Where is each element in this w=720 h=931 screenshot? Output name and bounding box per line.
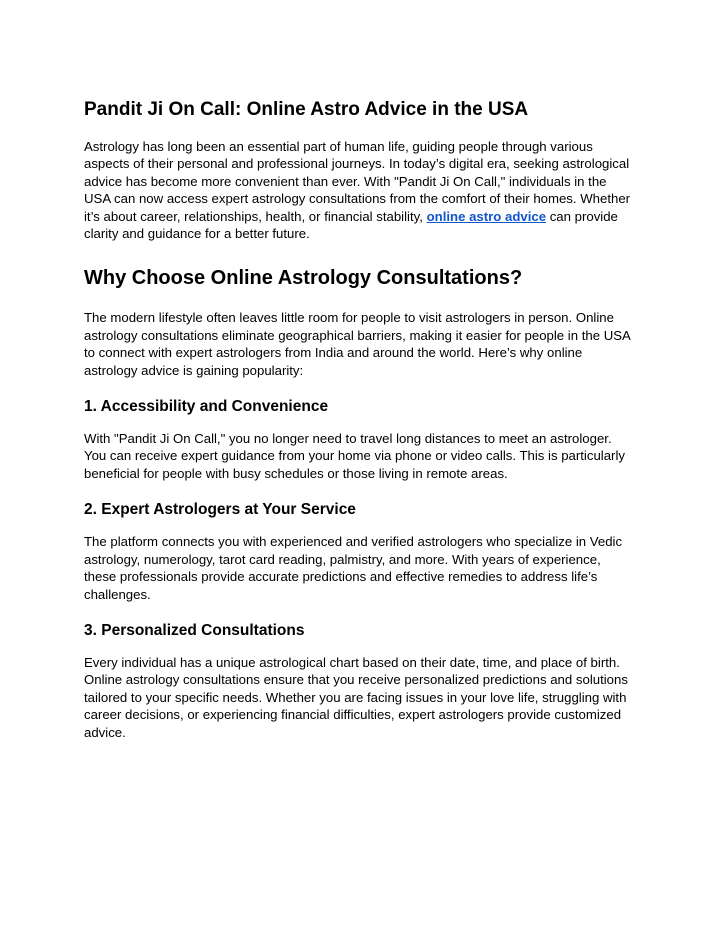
page-title: Pandit Ji On Call: Online Astro Advice in the USA	[84, 99, 529, 120]
why-choose-heading: Why Choose Online Astrology Consultations?	[84, 267, 523, 290]
section-body-accessibility: With "Pandit Ji On Call," you no longer need to travel long distances to meet an astrologer. You can receive expert guidance from your home via phone or video calls. This is particularly beneficial for people with busy schedules or those living in remote areas.	[84, 431, 625, 481]
intro-paragraph	[84, 138, 636, 242]
why-choose-paragraph: The modern lifestyle often leaves little room for people to visit astrologers in person. Online astrology consultations eliminate geographical barriers, making it easier for people in the USA to connect with expert astrologers from India and around the world. Here’s why online astrology advice is gaining popularity:	[84, 310, 631, 378]
section-body-expert-astrologers: The platform connects you with experienced and verified astrologers who specialize in Vedic astrology, numerology, tarot card reading, palmistry, and more. With years of experience, these professionals provide accurate predictions and effective remedies to address life’s challenges.	[84, 534, 623, 602]
online-astro-advice-link[interactable]: online astro advice	[426, 208, 547, 224]
intro-text-after-link: can provide clarity and guidance for a better future.	[84, 208, 618, 242]
section-heading-accessibility: 1. Accessibility and Convenience	[84, 398, 329, 416]
section-body-personalized: Every individual has a unique astrological chart based on their date, time, and place of birth. Online astrology consultations ensure that you receive personalized predictions and solutions tailored to your specific needs. Whether you are facing issues in your love life, struggling with career decisions, or experiencing financial difficulties, expert astrologers provide customized advice.	[84, 654, 628, 740]
section-heading-expert-astrologers: 2. Expert Astrologers at Your Service	[84, 501, 356, 519]
section-heading-personalized: 3. Personalized Consultations	[84, 621, 305, 639]
intro-text-before-link: Astrology has long been an essential part of human life, guiding people through various aspects of their personal and professional journeys. In today’s digital era, seeking astrological advice has become more convenient than ever. With "Pandit Ji On Call," individuals in the USA can now access expert astrology consultations from the comfort of their homes. Whether it’s about career, relationships, health, or financial stability,	[84, 139, 631, 224]
